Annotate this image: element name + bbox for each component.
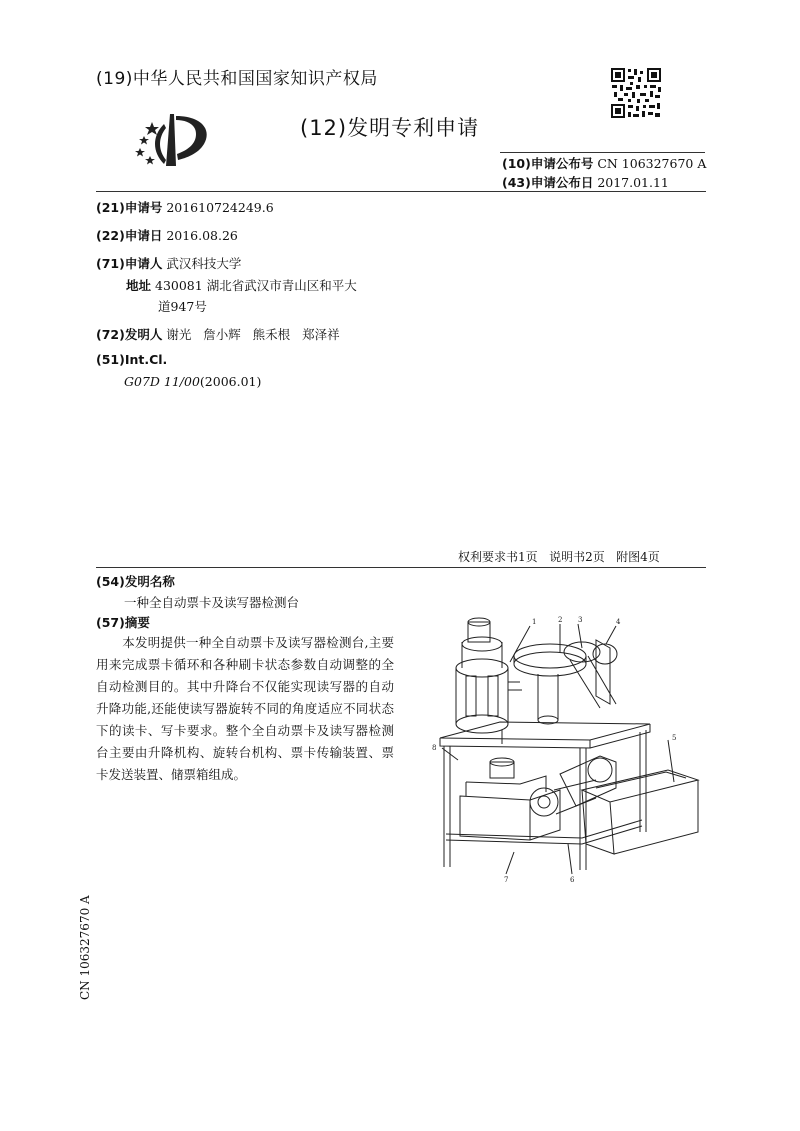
figure-label-1: 1 xyxy=(532,618,537,626)
applicant-value: 武汉科技大学 xyxy=(166,256,242,271)
abstract-label: (57)摘要 xyxy=(96,615,150,630)
pub-number-value: CN 106327670 A xyxy=(597,156,707,171)
intcl-version: (2006.01) xyxy=(199,374,262,389)
address-label: 地址 xyxy=(126,278,152,293)
figure-label-7: 7 xyxy=(504,876,509,884)
abstract-body: 本发明提供一种全自动票卡及读写器检测台,主要用来完成票卡循环和各种刷卡状态参数自动调整的全自动检测目的。其中升降台不仅能实现读写器的自动升降功能,还能使读写器旋转不同的角度适应不同状态下的读卡、写卡要求。整个全自动票卡及读写器检测台主要由升降机构、旋转台机构、票卡传输装置、票卡发送装置、储票箱组成。 xyxy=(96,635,394,782)
applicant-label: (71)申请人 xyxy=(96,256,163,271)
body-divider xyxy=(96,567,706,568)
inventors-row xyxy=(96,325,340,343)
abstract-text xyxy=(96,632,394,786)
cnipa-logo xyxy=(130,110,220,172)
figure-label-2: 2 xyxy=(558,616,563,624)
side-publication-number xyxy=(78,895,98,1010)
figure-label-3: 3 xyxy=(578,616,583,624)
intcl-label-text: (51)Int.Cl. xyxy=(96,352,168,367)
pub-date-value: 2017.01.11 xyxy=(597,175,669,190)
figure-label-4: 4 xyxy=(616,618,621,626)
invention-title: 一种全自动票卡及读写器检测台 xyxy=(124,595,300,610)
inventors-label: (72)发明人 xyxy=(96,327,163,342)
figure-label-5: 5 xyxy=(672,734,677,742)
pages-note: 权利要求书1页 说明书2页 附图4页 xyxy=(458,550,660,564)
intcl-label xyxy=(96,352,167,367)
application-date-value: 2016.08.26 xyxy=(166,228,238,243)
address-row xyxy=(126,276,357,294)
pub-date-label: (43)申请公布日 xyxy=(502,175,594,190)
authority-name: (19)中华人民共和国国家知识产权局 xyxy=(96,69,378,89)
title-label: (54)发明名称 xyxy=(96,574,175,589)
application-number-row xyxy=(96,198,274,216)
pub-number-row xyxy=(502,154,706,172)
address-line-2: 道947号 xyxy=(158,299,207,314)
header-divider xyxy=(96,191,706,192)
intcl-row xyxy=(124,374,261,389)
application-number-value: 201610724249.6 xyxy=(166,200,274,215)
document-type: (12)发明专利申请 xyxy=(300,116,480,140)
side-publication-text: CN 106327670 A xyxy=(78,895,92,1000)
pub-date-row xyxy=(502,173,669,191)
intcl-code: G07D 11/00 xyxy=(124,374,200,389)
apparatus-drawing xyxy=(410,612,710,887)
application-date-label: (22)申请日 xyxy=(96,228,163,243)
pub-number-label: (10)申请公布号 xyxy=(502,156,594,171)
applicant-row xyxy=(96,254,241,272)
abstract-label-row xyxy=(96,613,150,631)
figure-label-6: 6 xyxy=(570,876,575,884)
pub-divider-top xyxy=(500,152,705,153)
qr-code xyxy=(610,67,662,119)
title-label-row xyxy=(96,572,175,590)
address-line-1: 430081 湖北省武汉市青山区和平大 xyxy=(155,278,357,293)
application-date-row xyxy=(96,226,238,244)
application-number-label: (21)申请号 xyxy=(96,200,163,215)
figure-label-8: 8 xyxy=(432,744,437,752)
inventors-value: 谢光 詹小辉 熊禾根 郑泽祥 xyxy=(166,327,340,342)
